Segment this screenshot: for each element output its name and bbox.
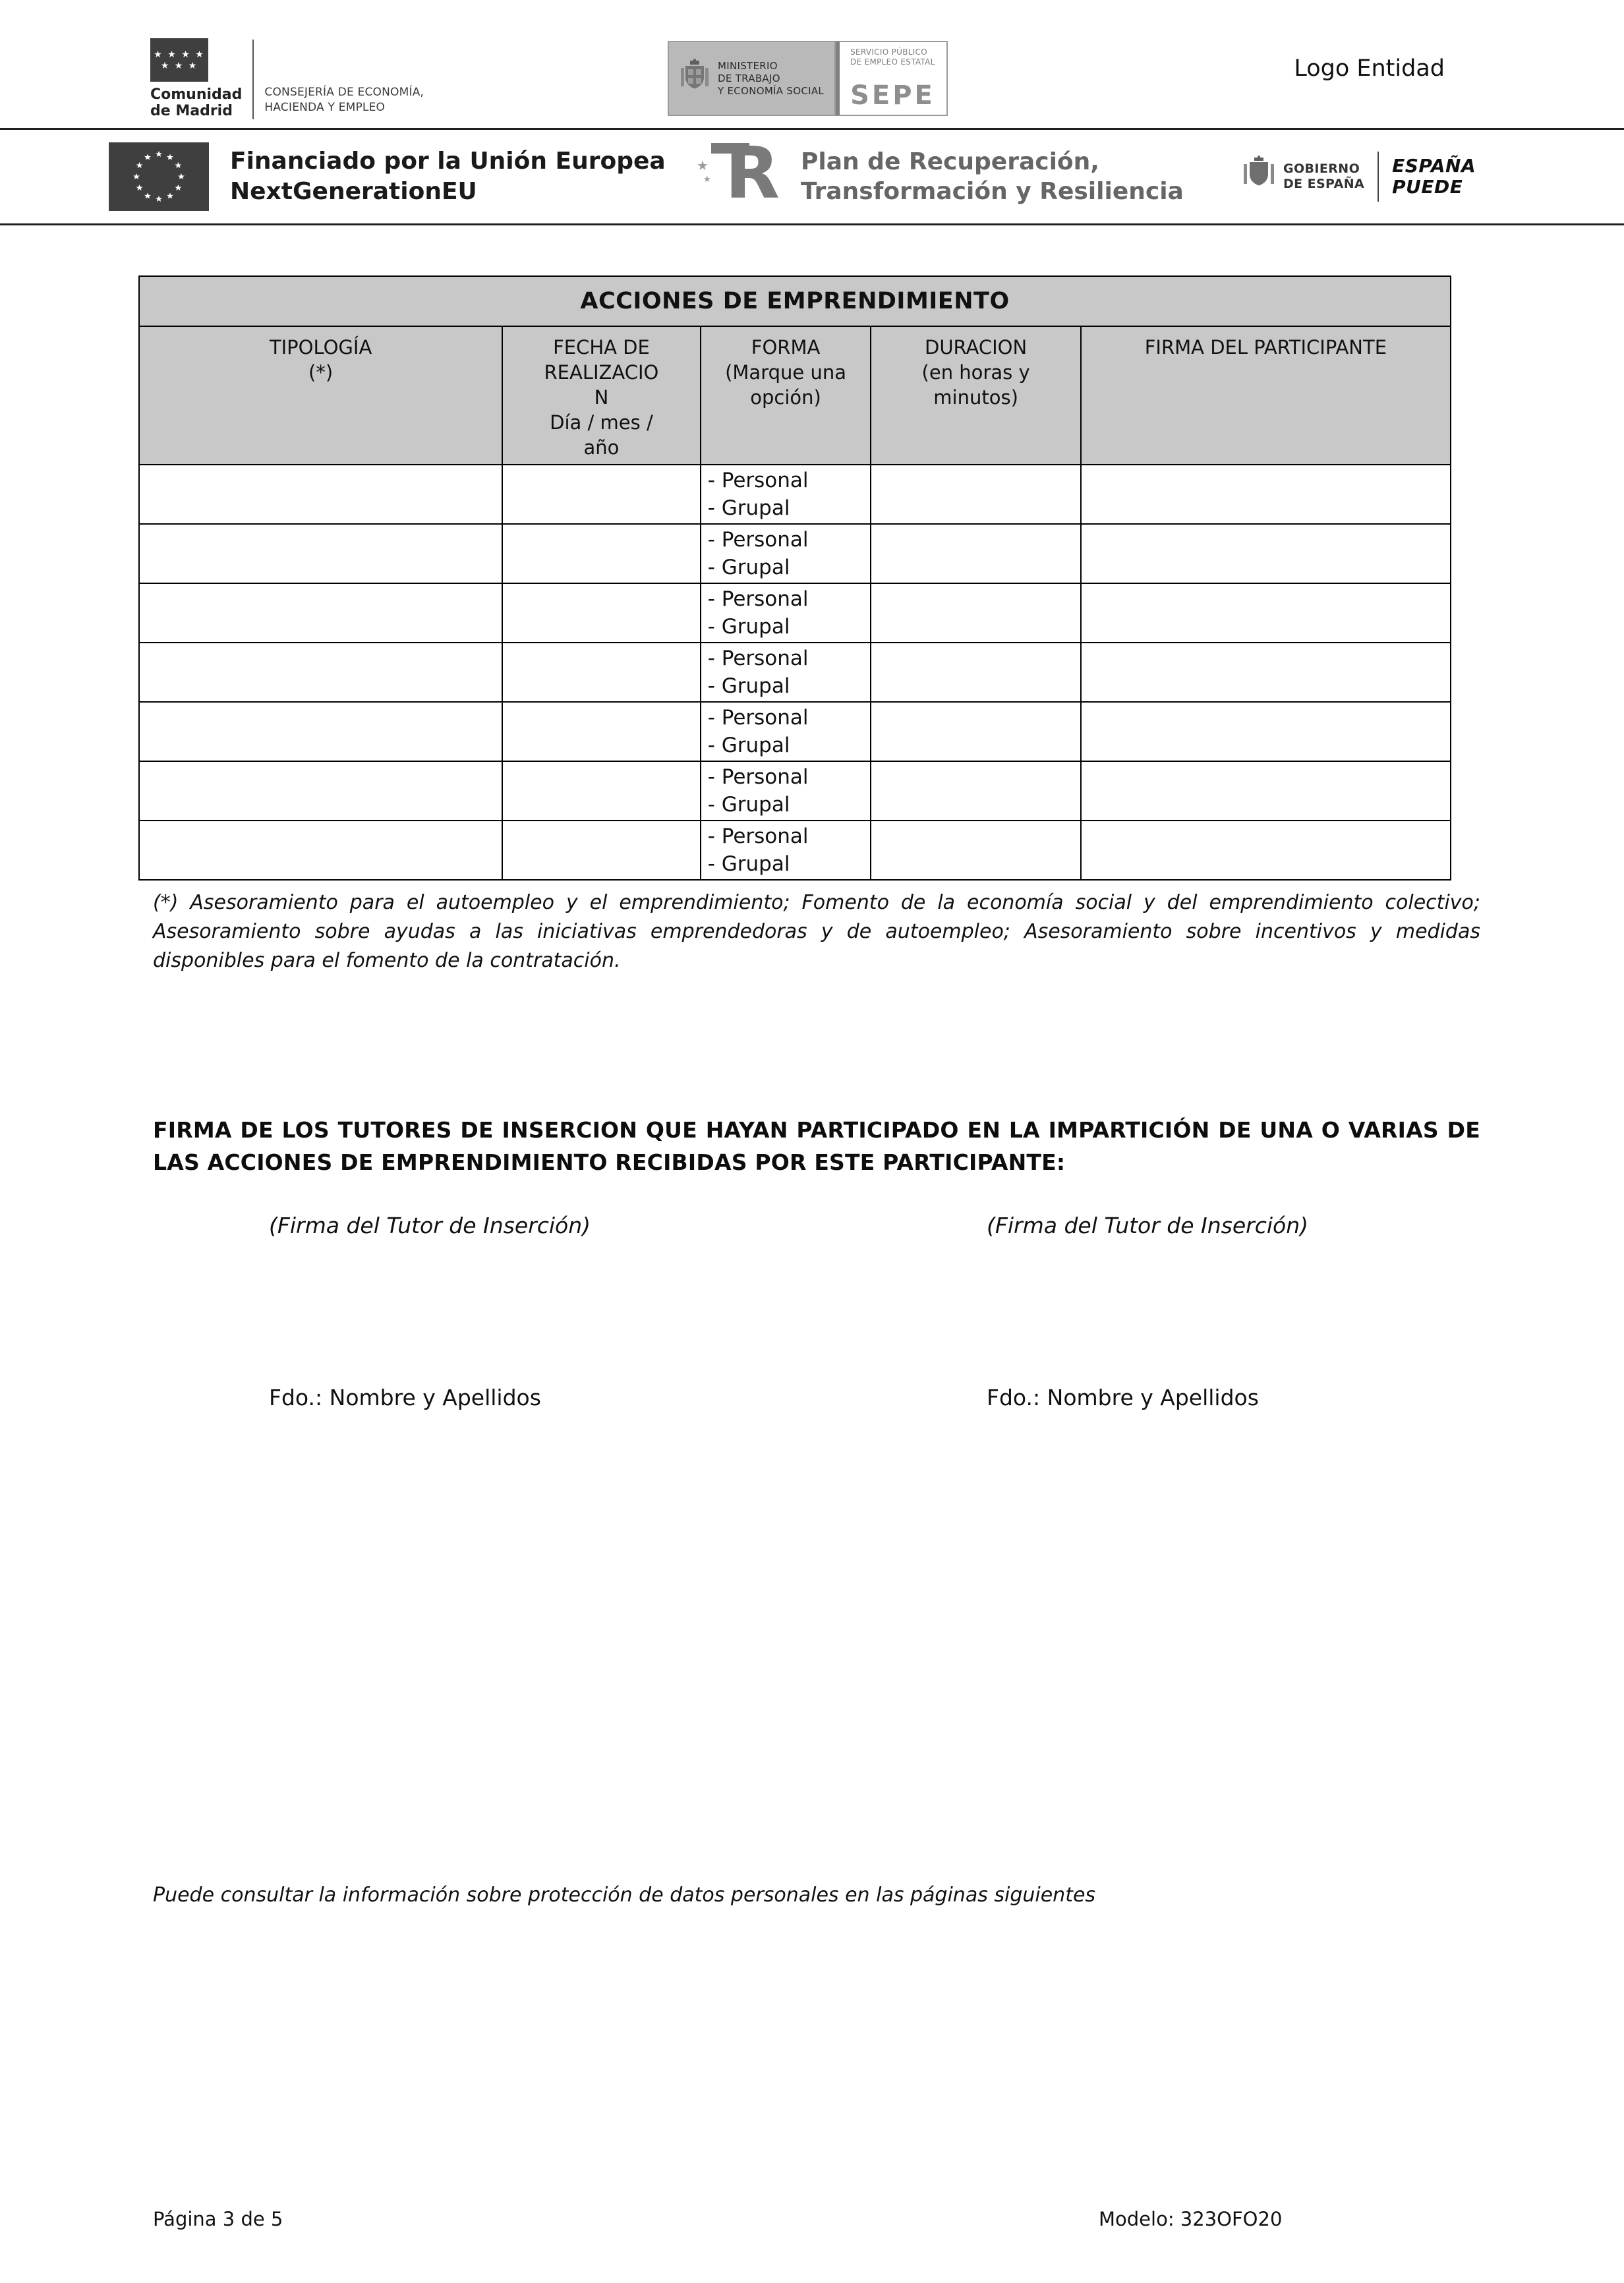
espana-line2: PUEDE bbox=[1392, 176, 1463, 198]
typology-footnote: (*) Asesoramiento para el autoempleo y el emprendimiento; Fomento de la economía social y del emprendimiento colectivo; Asesoramiento sobre ayudas a las iniciativas emprendedoras y de autoempleo; Asesoramiento sobre incentivos y medidas disponibles para el fomento de la contratación. bbox=[153, 891, 1480, 972]
cell-fecha-input[interactable] bbox=[502, 821, 700, 880]
spain-coat-of-arms-icon bbox=[680, 59, 710, 98]
eu-funding-text bbox=[230, 146, 666, 207]
cell-duracion-input[interactable] bbox=[871, 702, 1080, 761]
vertical-divider bbox=[1378, 152, 1379, 202]
prtr-text bbox=[801, 147, 1184, 206]
sepe-subtitle-line1: SERVICIO PÚBLICO bbox=[850, 47, 927, 57]
gobierno-espana-logo bbox=[1241, 152, 1476, 202]
cell-firma-input[interactable] bbox=[1081, 524, 1451, 583]
table-row bbox=[139, 583, 1451, 643]
cell-forma-options[interactable] bbox=[701, 465, 871, 524]
forma-option-personal[interactable]: - Personal bbox=[707, 824, 809, 848]
cell-tipologia-input[interactable] bbox=[139, 643, 502, 702]
cell-duracion-input[interactable] bbox=[871, 643, 1080, 702]
table-title: ACCIONES DE EMPRENDIMIENTO bbox=[139, 276, 1451, 326]
table-row bbox=[139, 465, 1451, 524]
prtr-line2: Transformación y Resiliencia bbox=[801, 178, 1184, 205]
cell-firma-input[interactable] bbox=[1081, 583, 1451, 643]
cell-fecha-input[interactable] bbox=[502, 643, 700, 702]
signed-name-right[interactable]: Fdo.: Nombre y Apellidos bbox=[987, 1385, 1259, 1410]
eu-funding-line2: NextGenerationEU bbox=[230, 178, 477, 205]
main-content bbox=[0, 275, 1624, 1907]
actions-table-body bbox=[139, 465, 1451, 880]
forma-option-grupal[interactable]: - Grupal bbox=[707, 734, 790, 757]
table-row bbox=[139, 761, 1451, 821]
tutors-signature-heading: FIRMA DE LOS TUTORES DE INSERCION QUE HAYAN PARTICIPADO EN LA IMPARTICIÓN DE UNA O VARIAS DE LAS ACCIONES DE EMPRENDIMIENTO RECIBIDAS POR ESTE PARTICIPANTE: bbox=[153, 1117, 1480, 1175]
cell-fecha-input[interactable] bbox=[502, 524, 700, 583]
espana-line1: ESPAÑA bbox=[1392, 155, 1476, 177]
cell-tipologia-input[interactable] bbox=[139, 761, 502, 821]
ministry-name-line1: MINISTERIO bbox=[718, 59, 778, 72]
privacy-note: Puede consultar la información sobre protección de datos personales en las páginas siguientes bbox=[153, 1884, 1096, 1907]
signed-name-left[interactable]: Fdo.: Nombre y Apellidos bbox=[269, 1385, 541, 1410]
cell-forma-options[interactable] bbox=[701, 702, 871, 761]
eu-funding-logo bbox=[109, 142, 666, 211]
madrid-wordmark-line2: de Madrid bbox=[150, 103, 233, 119]
sepe-wordmark: SEPE bbox=[850, 80, 935, 111]
gobierno-text bbox=[1283, 161, 1364, 192]
col-header-duracion: DURACION (en horas y minutos) bbox=[871, 326, 1080, 465]
forma-option-grupal[interactable]: - Grupal bbox=[707, 615, 790, 639]
cell-forma-options[interactable] bbox=[701, 524, 871, 583]
cell-fecha-input[interactable] bbox=[502, 702, 700, 761]
madrid-logo-left bbox=[150, 38, 242, 119]
madrid-wordmark-line1: Comunidad bbox=[150, 86, 243, 103]
prtr-line1: Plan de Recuperación, bbox=[801, 148, 1099, 175]
sepe-subtitle-line2: DE EMPLEO ESTATAL bbox=[850, 57, 935, 67]
comunidad-madrid-logo bbox=[150, 38, 424, 119]
star-icon: ★ bbox=[703, 175, 711, 185]
forma-option-personal[interactable]: - Personal bbox=[707, 706, 809, 730]
ministry-block bbox=[668, 41, 836, 116]
table-title-row bbox=[139, 276, 1451, 326]
page-footer bbox=[153, 2208, 1480, 2230]
signature-area-left[interactable]: (Firma del Tutor de Inserción) bbox=[269, 1213, 591, 1238]
cell-forma-options[interactable] bbox=[701, 643, 871, 702]
eu-flag-icon bbox=[109, 142, 209, 211]
forma-option-personal[interactable]: - Personal bbox=[707, 765, 809, 789]
gobierno-line2: DE ESPAÑA bbox=[1283, 177, 1365, 191]
acciones-emprendimiento-table bbox=[138, 275, 1451, 881]
ministry-name bbox=[718, 60, 824, 98]
tr-letter: R bbox=[724, 132, 780, 215]
eu-funding-line1: Financiado por la Unión Europea bbox=[230, 148, 666, 175]
table-row bbox=[139, 821, 1451, 880]
col-header-forma: FORMA (Marque una opción) bbox=[701, 326, 871, 465]
cell-duracion-input[interactable] bbox=[871, 761, 1080, 821]
cell-firma-input[interactable] bbox=[1081, 761, 1451, 821]
star-icon: ★ bbox=[697, 158, 709, 173]
sepe-subtitle bbox=[850, 47, 936, 67]
cell-duracion-input[interactable] bbox=[871, 465, 1080, 524]
entity-logo-placeholder: Logo Entidad bbox=[1294, 55, 1445, 82]
cell-fecha-input[interactable] bbox=[502, 761, 700, 821]
ministry-name-line2: DE TRABAJO bbox=[718, 72, 780, 84]
forma-option-personal[interactable]: - Personal bbox=[707, 469, 809, 492]
madrid-dept-line1: CONSEJERÍA DE ECONOMÍA, bbox=[264, 86, 424, 99]
model-code: Modelo: 323OFO20 bbox=[1099, 2208, 1283, 2230]
prtr-logo bbox=[697, 132, 1184, 215]
table-header-row bbox=[139, 326, 1451, 465]
cell-forma-options[interactable] bbox=[701, 761, 871, 821]
cell-forma-options[interactable] bbox=[701, 821, 871, 880]
col-header-firma: FIRMA DEL PARTICIPANTE bbox=[1081, 326, 1451, 465]
forma-option-grupal[interactable]: - Grupal bbox=[707, 556, 790, 579]
signature-area-right[interactable]: (Firma del Tutor de Inserción) bbox=[987, 1213, 1309, 1238]
madrid-flag-icon bbox=[150, 38, 208, 82]
madrid-dept-line2: HACIENDA Y EMPLEO bbox=[264, 101, 386, 114]
cell-duracion-input[interactable] bbox=[871, 583, 1080, 643]
gobierno-coat-of-arms-icon bbox=[1241, 155, 1277, 198]
cell-duracion-input[interactable] bbox=[871, 524, 1080, 583]
cell-firma-input[interactable] bbox=[1081, 702, 1451, 761]
ministry-sepe-logo bbox=[668, 41, 948, 116]
ministry-name-line3: Y ECONOMÍA SOCIAL bbox=[718, 84, 825, 97]
col-header-tipologia: TIPOLOGÍA (*) bbox=[139, 326, 502, 465]
forma-option-grupal[interactable]: - Grupal bbox=[707, 852, 790, 876]
table-row bbox=[139, 702, 1451, 761]
forma-option-personal[interactable]: - Personal bbox=[707, 587, 809, 611]
sepe-block bbox=[836, 41, 948, 116]
cell-firma-input[interactable] bbox=[1081, 643, 1451, 702]
gobierno-line1: GOBIERNO bbox=[1283, 161, 1360, 176]
madrid-stars-row1: ★ ★ ★ ★ bbox=[154, 49, 205, 60]
funding-band bbox=[0, 128, 1624, 225]
cell-tipologia-input[interactable] bbox=[139, 465, 502, 524]
cell-forma-options[interactable] bbox=[701, 583, 871, 643]
cell-firma-input[interactable] bbox=[1081, 821, 1451, 880]
cell-tipologia-input[interactable] bbox=[139, 583, 502, 643]
madrid-department-name bbox=[264, 85, 424, 119]
table-row bbox=[139, 524, 1451, 583]
cell-duracion-input[interactable] bbox=[871, 821, 1080, 880]
cell-fecha-input[interactable] bbox=[502, 583, 700, 643]
forma-option-personal[interactable]: - Personal bbox=[707, 647, 809, 670]
madrid-stars-row2: ★ ★ ★ bbox=[160, 60, 198, 71]
table-row bbox=[139, 643, 1451, 702]
forma-option-grupal[interactable]: - Grupal bbox=[707, 674, 790, 698]
cell-fecha-input[interactable] bbox=[502, 465, 700, 524]
forma-option-personal[interactable]: - Personal bbox=[707, 528, 809, 552]
cell-firma-input[interactable] bbox=[1081, 465, 1451, 524]
forma-option-grupal[interactable]: - Grupal bbox=[707, 793, 790, 817]
cell-tipologia-input[interactable] bbox=[139, 524, 502, 583]
prtr-tr-icon bbox=[697, 132, 784, 215]
vertical-divider bbox=[252, 40, 254, 119]
madrid-wordmark bbox=[150, 86, 242, 119]
forma-option-grupal[interactable]: - Grupal bbox=[707, 496, 790, 520]
top-header bbox=[0, 33, 1624, 128]
page-indicator: Página 3 de 5 bbox=[153, 2208, 283, 2230]
espana-puede-wordmark bbox=[1392, 156, 1476, 198]
col-header-fecha: FECHA DE REALIZACIO N Día / mes / año bbox=[502, 326, 700, 465]
cell-tipologia-input[interactable] bbox=[139, 821, 502, 880]
signature-labels-row bbox=[153, 1213, 1480, 1238]
cell-tipologia-input[interactable] bbox=[139, 702, 502, 761]
signed-name-row bbox=[153, 1385, 1480, 1410]
